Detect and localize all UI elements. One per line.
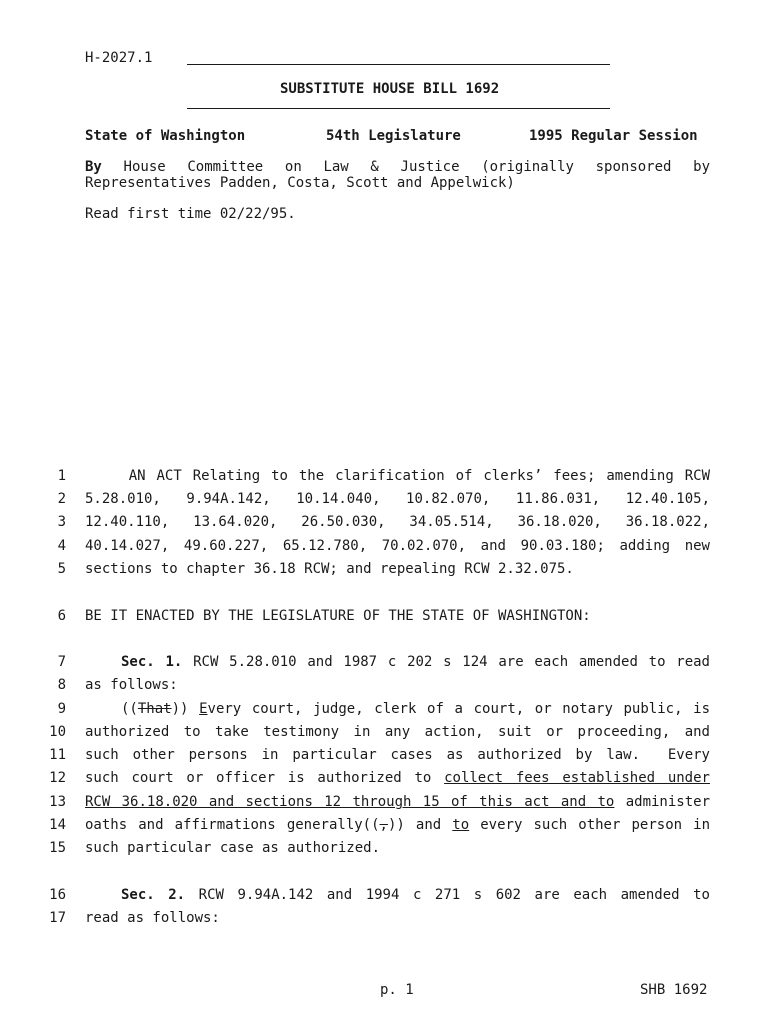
- line-number: 6: [57, 608, 66, 624]
- body-line: such court or officer is authorized to collect fees established under: [85, 770, 710, 786]
- body-line: such other persons in particular cases as authorized by law. Every: [85, 747, 710, 763]
- body-line: as follows:: [85, 677, 178, 693]
- by-label: By: [85, 159, 102, 175]
- sponsor-line-1: By House Committee on Law & Justice (originally sponsored by: [85, 159, 710, 175]
- line-number: 7: [57, 654, 66, 670]
- body-line: RCW 36.18.020 and sections 12 through 15 of this act and to administer: [85, 794, 711, 810]
- page-number: p. 1: [380, 982, 414, 998]
- session-label: 1995 Regular Session: [529, 128, 698, 144]
- inserted-text: collect fees established under: [444, 770, 710, 786]
- line-number: 16: [49, 887, 66, 903]
- section-label: Sec. 1.: [121, 654, 183, 670]
- section-heading: Sec. 1. RCW 5.28.010 and 1987 c 202 s 124 are each amended to read: [121, 654, 710, 670]
- line-number: 11: [49, 747, 66, 763]
- line-number: 14: [49, 817, 66, 833]
- body-line: 40.14.027, 49.60.227, 65.12.780, 70.02.070, and 90.03.180; adding new: [85, 538, 710, 554]
- line-number: 10: [49, 724, 66, 740]
- state-label: State of Washington: [85, 128, 246, 144]
- sponsor-line-2: Representatives Padden, Costa, Scott and Appelwick): [85, 175, 515, 191]
- body-line: oaths and affirmations generally((,)) and to every such other person in: [85, 817, 710, 833]
- body-line: 5.28.010, 9.94A.142, 10.14.040, 10.82.070, 11.86.031, 12.40.105,: [85, 491, 710, 507]
- body-line: such particular case as authorized.: [85, 840, 381, 856]
- body-line: ((That)) Every court, judge, clerk of a court, or notary public, is: [121, 701, 710, 717]
- bill-id: H-2027.1: [85, 50, 153, 66]
- line-number: 9: [57, 701, 66, 717]
- line-number: 3: [57, 514, 66, 530]
- inserted-text: RCW 36.18.020 and sections 12 through 15 of this act and to: [85, 794, 615, 810]
- body-line: 12.40.110, 13.64.020, 26.50.030, 34.05.514, 36.18.020, 36.18.022,: [85, 514, 710, 530]
- header-rule-top: [187, 64, 610, 65]
- line-number: 15: [49, 840, 66, 856]
- enacting-clause: BE IT ENACTED BY THE LEGISLATURE OF THE STATE OF WASHINGTON:: [85, 608, 591, 624]
- line-number: 4: [57, 538, 66, 554]
- footer-doc-id: SHB 1692: [640, 982, 708, 998]
- line-number: 1: [57, 468, 66, 484]
- struck-text: ,: [379, 817, 388, 833]
- inserted-text: E: [199, 701, 208, 717]
- inserted-text: to: [452, 817, 470, 833]
- section-label: Sec. 2.: [121, 887, 186, 903]
- bill-title: SUBSTITUTE HOUSE BILL 1692: [280, 81, 500, 97]
- line-number: 2: [57, 491, 66, 507]
- line-number: 17: [49, 910, 66, 926]
- body-line: authorized to take testimony in any action, suit or proceeding, and: [85, 724, 710, 740]
- header-rule-bottom: [187, 108, 610, 109]
- read-first-time: Read first time 02/22/95.: [85, 206, 296, 222]
- line-number: 13: [49, 794, 66, 810]
- line-number: 8: [57, 677, 66, 693]
- legislature-label: 54th Legislature: [326, 128, 461, 144]
- body-line: read as follows:: [85, 910, 220, 926]
- struck-text: That: [137, 701, 172, 717]
- line-number: 12: [49, 770, 66, 786]
- body-line: sections to chapter 36.18 RCW; and repealing RCW 2.32.075.: [85, 561, 574, 577]
- body-line: AN ACT Relating to the clarification of clerks’ fees; amending RCW: [85, 468, 710, 484]
- line-number: 5: [57, 561, 66, 577]
- section-heading: Sec. 2. RCW 9.94A.142 and 1994 c 271 s 602 are each amended to: [121, 887, 710, 903]
